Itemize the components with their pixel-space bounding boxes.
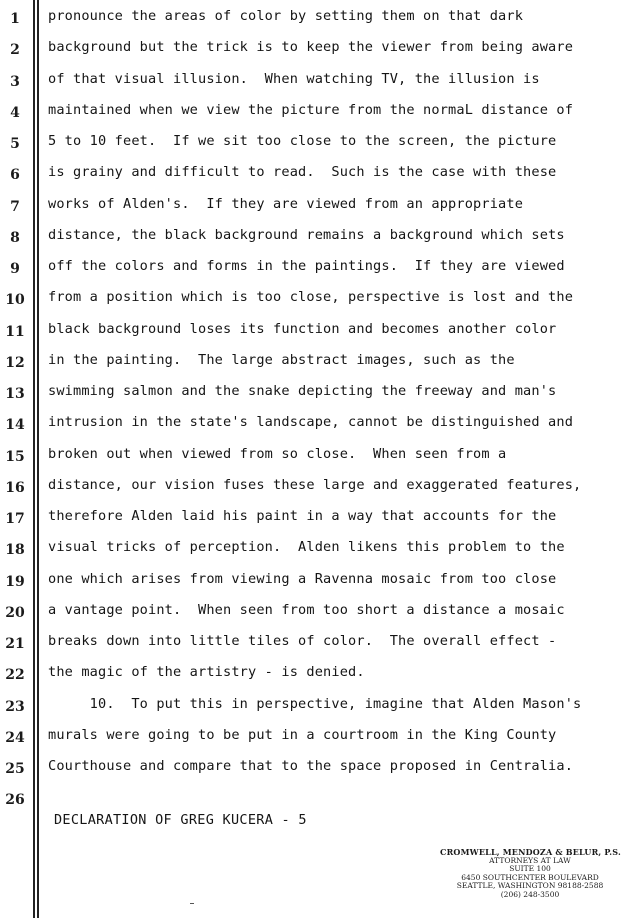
line-number: 24 — [5, 729, 25, 746]
scan-artifact-mark — [190, 903, 194, 904]
pleading-margin-rule-inner — [37, 0, 39, 918]
pleading-margin-rule — [33, 0, 35, 918]
document-footer-title: DECLARATION OF GREG KUCERA - 5 — [54, 812, 307, 828]
line-number: 23 — [5, 698, 25, 715]
line-number: 3 — [10, 73, 20, 90]
text-line: murals were going to be put in a courtroom in the King County — [48, 726, 557, 743]
line-number: 21 — [5, 636, 25, 652]
text-line: 5 to 10 feet. If we sit too close to the screen, the picture — [48, 133, 557, 149]
line-number: 22 — [5, 667, 25, 684]
line-number: 7 — [10, 198, 20, 215]
line-number: 10 — [5, 292, 25, 309]
line-number: 17 — [5, 511, 25, 527]
line-number: 11 — [5, 323, 25, 340]
text-line: intrusion in the state's landscape, cannot be distinguished and — [48, 414, 574, 431]
law-firm-block — [440, 848, 620, 900]
text-line: the magic of the artistry - is denied. — [48, 664, 365, 681]
text-line: swimming salmon and the snake depicting the freeway and man's — [48, 383, 557, 399]
line-number: 12 — [5, 354, 25, 371]
line-number: 9 — [10, 261, 20, 277]
text-line: maintained when we view the picture from the normaL distance of — [48, 101, 574, 118]
text-line: black background loses its function and becomes another color — [48, 320, 557, 337]
line-number: 13 — [5, 386, 25, 402]
text-line: breaks down into little tiles of color. The overall effect - — [48, 633, 557, 649]
law-firm-line-1: ATTORNEYS AT LAW — [489, 855, 571, 865]
text-line: works of Alden's. If they are viewed from an appropriate — [48, 195, 524, 212]
law-firm-line-2: SUITE 100 — [509, 864, 551, 874]
text-line: in the painting. The large abstract images, such as the — [48, 351, 515, 368]
text-line: therefore Alden laid his paint in a way that accounts for the — [48, 508, 557, 524]
text-line: pronounce the areas of color by setting them on that dark — [48, 8, 524, 24]
line-number: 20 — [5, 604, 25, 621]
line-number: 15 — [5, 448, 25, 465]
text-line: from a position which is too close, perspective is lost and the — [48, 289, 574, 306]
text-line: 10. To put this in perspective, imagine that Alden Mason's — [48, 695, 582, 712]
text-line: distance, our vision fuses these large and exaggerated features, — [48, 476, 582, 493]
text-line: one which arises from viewing a Ravenna mosaic from too close — [48, 570, 557, 587]
law-firm-line-3: 6450 SOUTHCENTER BOULEVARD — [461, 872, 599, 882]
line-number: 16 — [5, 479, 25, 496]
line-number: 18 — [5, 542, 25, 559]
text-line: a vantage point. When seen from too short a distance a mosaic — [48, 601, 565, 618]
text-line: broken out when viewed from so close. When seen from a — [48, 445, 507, 462]
line-number: 6 — [10, 167, 20, 184]
line-number: 25 — [5, 761, 25, 777]
line-number: 5 — [10, 136, 20, 152]
text-line: of that visual illusion. When watching TV, the illusion is — [48, 70, 540, 87]
line-number: 19 — [5, 573, 25, 590]
text-line: visual tricks of perception. Alden likens this problem to the — [48, 539, 565, 556]
line-number: 26 — [5, 792, 25, 809]
line-number: 2 — [10, 42, 20, 59]
law-firm-line-4: SEATTLE, WASHINGTON 98188-2588 — [456, 881, 604, 891]
text-line: distance, the black background remains a background which sets — [48, 226, 565, 243]
law-firm-line-5: (206) 248-3500 — [500, 889, 560, 899]
law-firm-name: CROMWELL, MENDOZA & BELUR, P.S. — [440, 847, 621, 857]
line-number: 4 — [10, 104, 20, 121]
text-line: background but the trick is to keep the viewer from being aware — [48, 39, 574, 56]
line-number: 1 — [10, 11, 20, 27]
text-line: is grainy and difficult to read. Such is the case with these — [48, 164, 557, 181]
line-number: 14 — [5, 417, 25, 434]
line-number: 8 — [10, 229, 20, 246]
text-line: off the colors and forms in the paintings. If they are viewed — [48, 258, 565, 274]
text-line: Courthouse and compare that to the space proposed in Centralia. — [48, 758, 574, 774]
